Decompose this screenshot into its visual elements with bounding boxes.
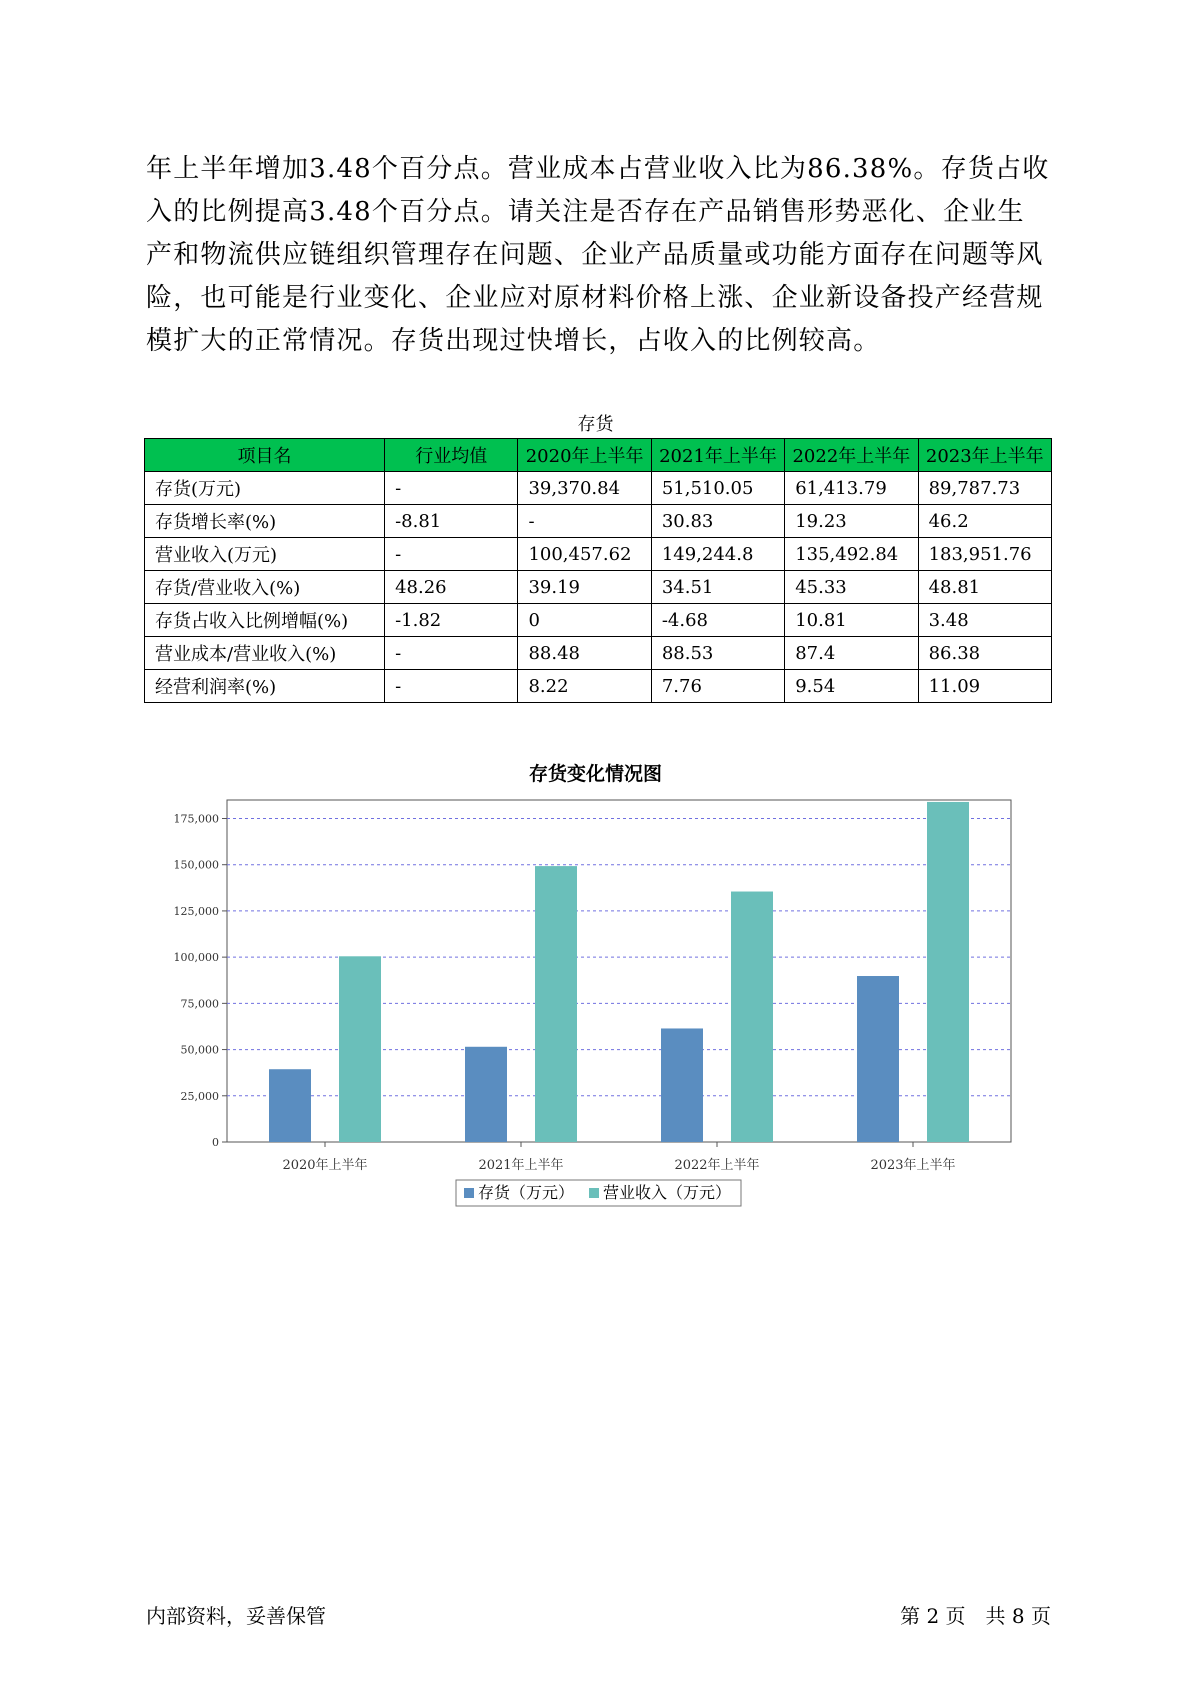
- table-title: 存货: [577, 414, 614, 435]
- x-tick-label: 2021年上半年: [478, 1158, 564, 1173]
- table-row: [145, 538, 1052, 571]
- table-cell: 48.81: [918, 571, 1051, 604]
- table-cell: 7.76: [651, 670, 784, 703]
- table-cell: 11.09: [918, 670, 1051, 703]
- table-cell: 61,413.79: [785, 472, 918, 505]
- table-cell: 存货占收入比例增幅(%): [145, 604, 385, 637]
- table-cell: 3.48: [918, 604, 1051, 637]
- y-tick-label: 175,000: [173, 812, 219, 826]
- table-cell: 135,492.84: [785, 538, 918, 571]
- y-tick-label: 125,000: [173, 904, 219, 918]
- table-row: [145, 637, 1052, 670]
- table-header-cell: 2021年上半年: [651, 439, 784, 472]
- footer-page-number: 第 2 页 共 8 页: [900, 1604, 1051, 1628]
- y-tick-label: 150,000: [173, 858, 219, 872]
- table-cell: 39.19: [518, 571, 651, 604]
- table-header-cell: 2023年上半年: [918, 439, 1051, 472]
- table-cell: 87.4: [785, 637, 918, 670]
- legend-swatch: [589, 1188, 599, 1198]
- table-cell: 88.53: [651, 637, 784, 670]
- table-cell: -: [385, 538, 518, 571]
- table-cell: 89,787.73: [918, 472, 1051, 505]
- table-cell: 88.48: [518, 637, 651, 670]
- table-cell: 8.22: [518, 670, 651, 703]
- table-row: [145, 505, 1052, 538]
- y-tick-label: 50,000: [180, 1043, 219, 1057]
- x-tick-label: 2023年上半年: [870, 1158, 956, 1173]
- bar: [339, 956, 381, 1142]
- table-cell: 100,457.62: [518, 538, 651, 571]
- legend-label: 营业收入（万元）: [603, 1183, 732, 1202]
- table-header-cell: 2022年上半年: [785, 439, 918, 472]
- table-header-cell: 2020年上半年: [518, 439, 651, 472]
- table-cell: 45.33: [785, 571, 918, 604]
- x-tick-label: 2022年上半年: [674, 1158, 760, 1173]
- table-header-cell: 行业均值: [385, 439, 518, 472]
- table-cell: 存货增长率(%): [145, 505, 385, 538]
- table-header-row: [145, 439, 1052, 472]
- bar: [465, 1047, 507, 1142]
- bar: [269, 1069, 311, 1142]
- table-cell: 48.26: [385, 571, 518, 604]
- table-row: [145, 604, 1052, 637]
- table-cell: 9.54: [785, 670, 918, 703]
- y-tick-label: 75,000: [180, 997, 219, 1011]
- table-cell: 经营利润率(%): [145, 670, 385, 703]
- y-tick-label: 25,000: [180, 1089, 219, 1103]
- table-row: [145, 670, 1052, 703]
- footer-confidential-note: 内部资料，妥善保管: [146, 1604, 326, 1628]
- table-cell: 30.83: [651, 505, 784, 538]
- table-cell: 149,244.8: [651, 538, 784, 571]
- table-cell: -: [385, 670, 518, 703]
- chart-title: 存货变化情况图: [528, 763, 662, 785]
- bar: [661, 1028, 703, 1142]
- table-cell: 0: [518, 604, 651, 637]
- table-cell: 46.2: [918, 505, 1051, 538]
- bar: [857, 976, 899, 1142]
- table-header-cell: 项目名: [145, 439, 385, 472]
- table-cell: -4.68: [651, 604, 784, 637]
- body-paragraph: 年上半年增加3.48个百分点。营业成本占营业收入比为86.38%。存货占收入的比例提高3.48个百分点。请关注是否存在产品销售形势恶化、企业生产和物流供应链组织管理存在问题、企业产品质量或功能方面存在问题等风险，也可能是行业变化、企业应对原材料价格上涨、企业新设备投产经营规模扩大的正常情况。存货出现过快增长，占收入的比例较高。: [146, 154, 1050, 356]
- x-tick-label: 2020年上半年: [282, 1158, 368, 1173]
- inventory-table: [144, 438, 1052, 703]
- table-cell: 51,510.05: [651, 472, 784, 505]
- bar: [535, 866, 577, 1142]
- y-tick-label: 0: [212, 1136, 219, 1149]
- table-cell: 86.38: [918, 637, 1051, 670]
- legend-swatch: [464, 1188, 474, 1198]
- table-cell: 存货(万元): [145, 472, 385, 505]
- table-row: [145, 472, 1052, 505]
- y-tick-label: 100,000: [173, 951, 219, 965]
- table-cell: -8.81: [385, 505, 518, 538]
- bar: [927, 802, 969, 1142]
- legend-label: 存货（万元）: [478, 1183, 575, 1202]
- table-cell: 营业收入(万元): [145, 538, 385, 571]
- table-cell: 10.81: [785, 604, 918, 637]
- table-cell: 营业成本/营业收入(%): [145, 637, 385, 670]
- table-cell: 39,370.84: [518, 472, 651, 505]
- table-cell: -1.82: [385, 604, 518, 637]
- table-cell: 34.51: [651, 571, 784, 604]
- table-cell: -: [518, 505, 651, 538]
- table-cell: 存货/营业收入(%): [145, 571, 385, 604]
- bar: [731, 892, 773, 1142]
- table-cell: 183,951.76: [918, 538, 1051, 571]
- table-cell: -: [385, 472, 518, 505]
- table-row: [145, 571, 1052, 604]
- inventory-bar-chart: [0, 780, 1191, 1220]
- table-cell: 19.23: [785, 505, 918, 538]
- table-cell: -: [385, 637, 518, 670]
